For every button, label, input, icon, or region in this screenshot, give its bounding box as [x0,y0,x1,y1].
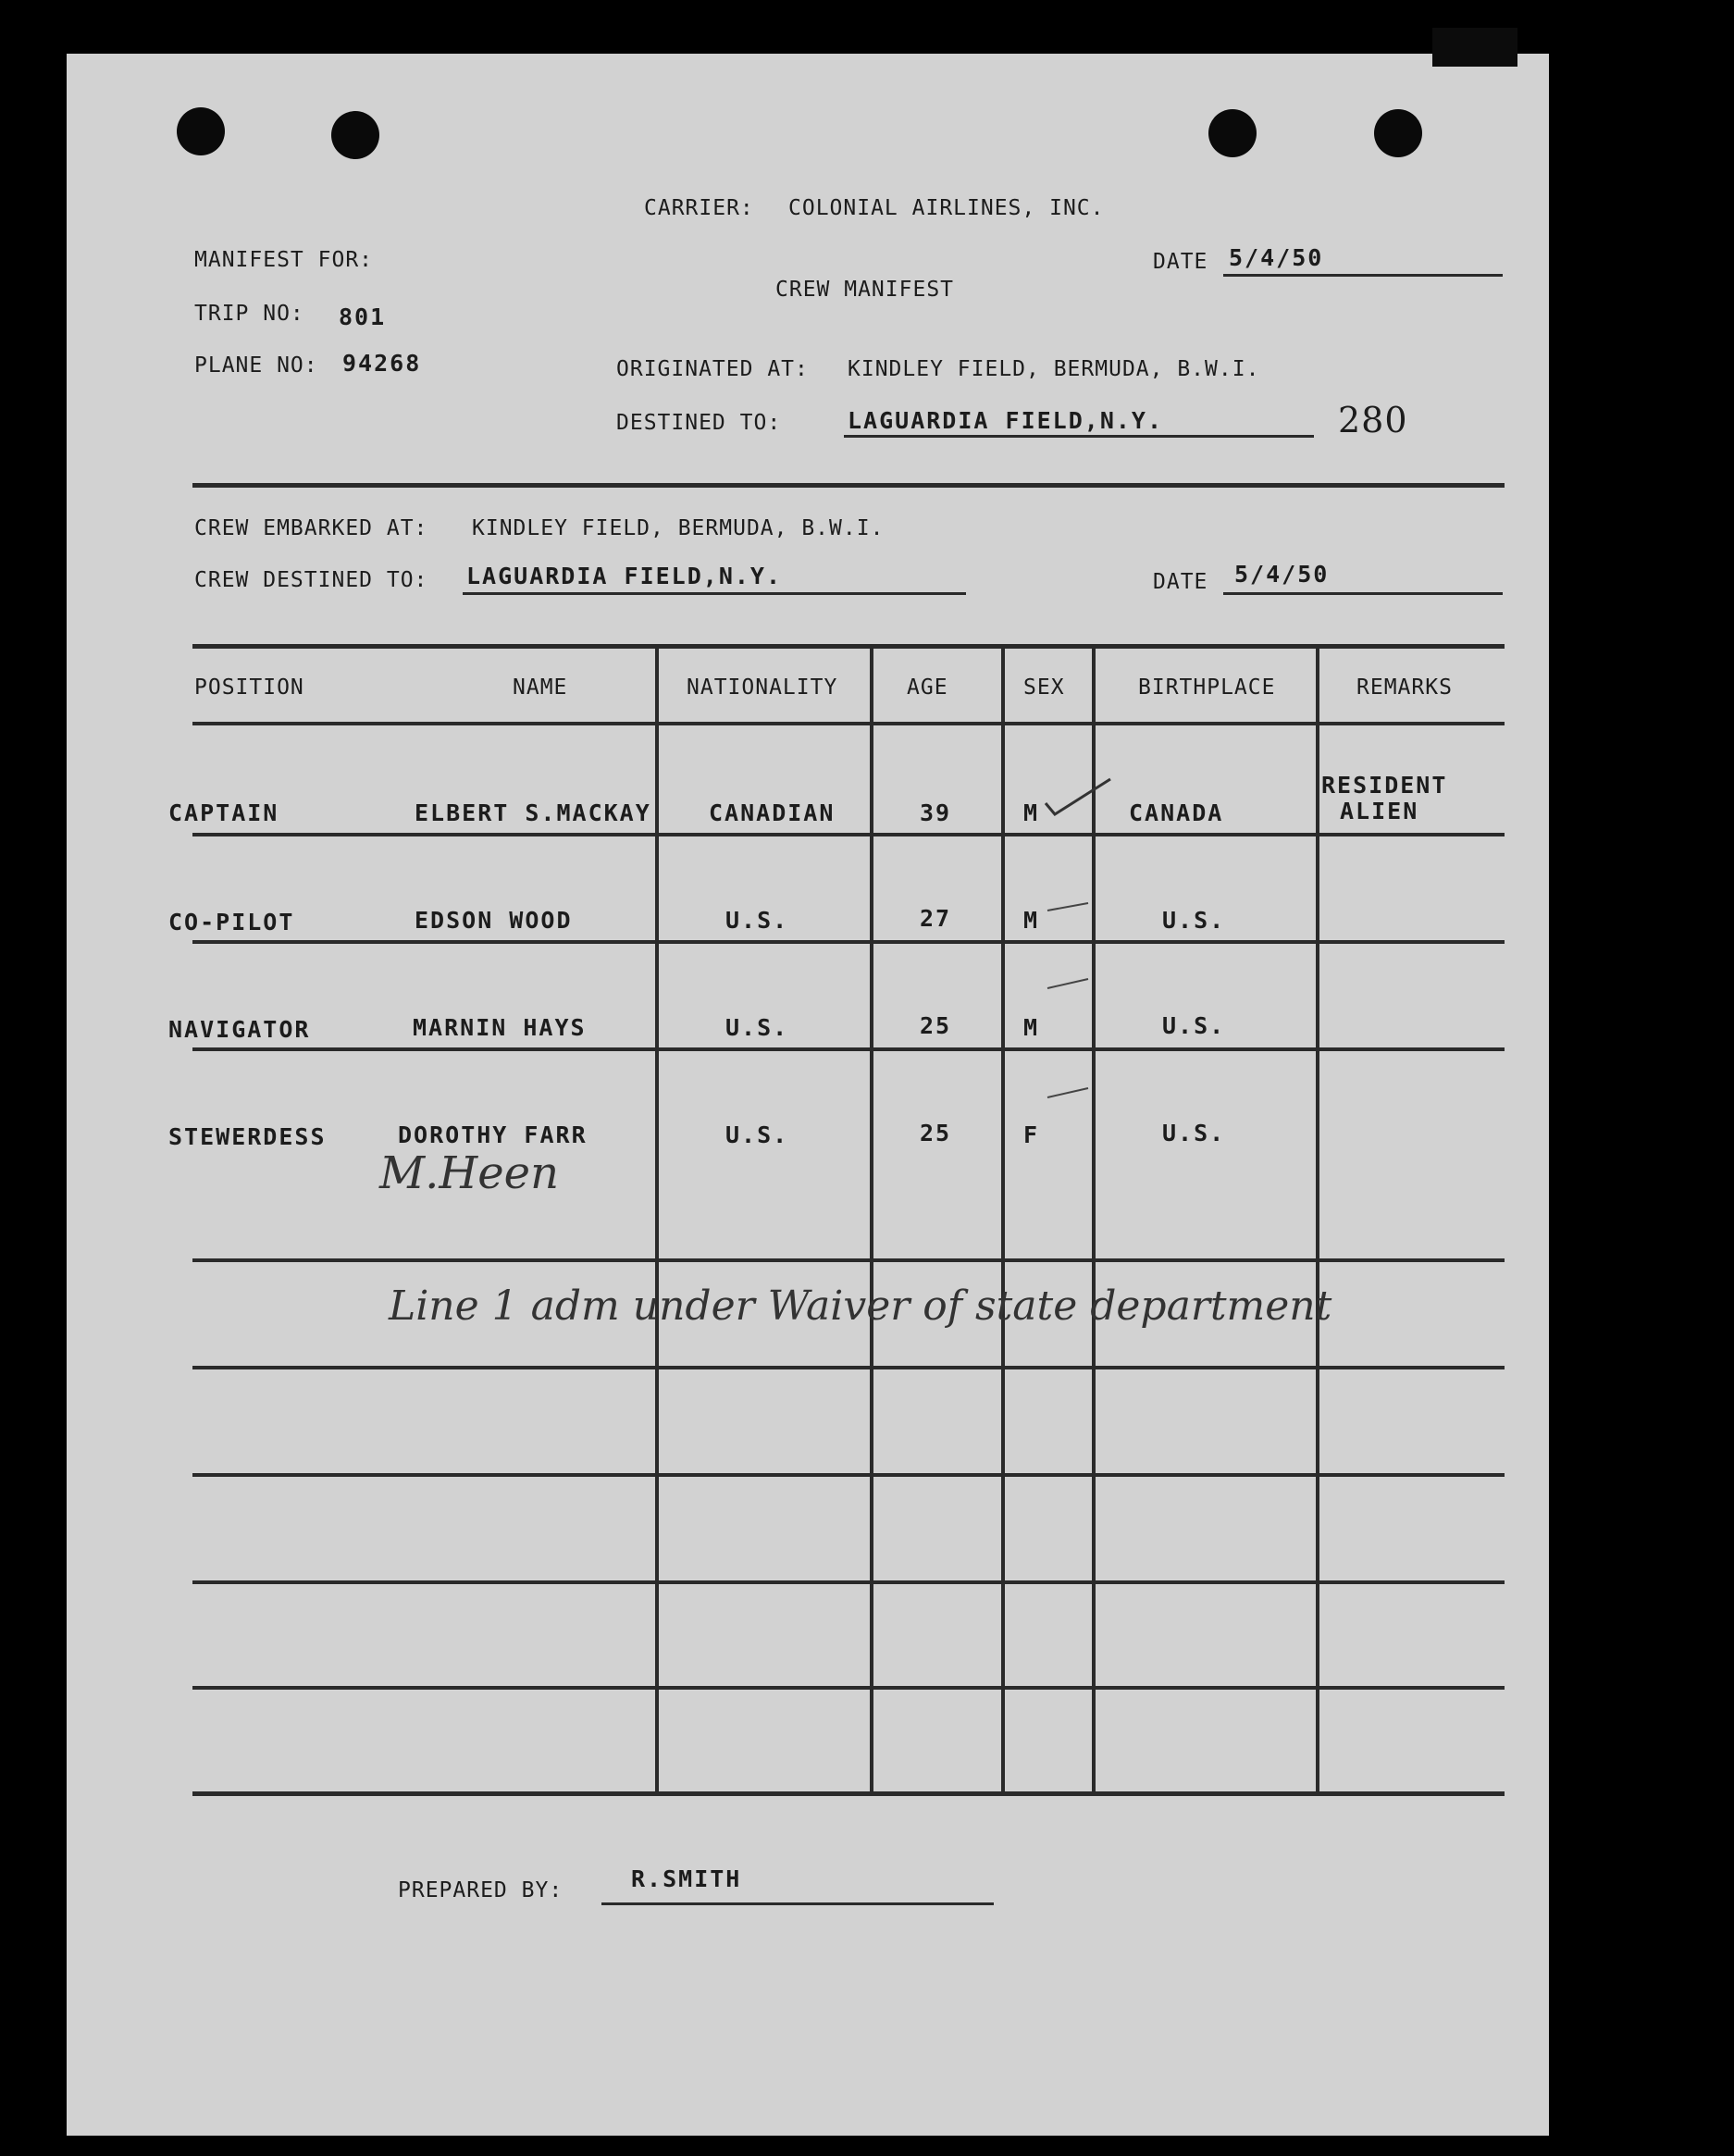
cell-sex: M [1023,907,1040,934]
crew-destined-value: LAGUARDIA FIELD,N.Y. [466,563,783,589]
table-bottom-rule [192,1791,1505,1796]
prepared-by-value: R.SMITH [631,1865,742,1892]
cell-birthplace: U.S. [1162,907,1226,934]
cell-position: STEWERDESS [168,1123,327,1150]
cell-nationality: U.S. [725,907,789,934]
date-underline [1223,274,1503,277]
handwritten-note: Line 1 adm under Waiver of state department [389,1282,1332,1330]
header-position: POSITION [194,675,304,700]
tick-mark-icon [1046,898,1092,916]
cell-position: NAVIGATOR [168,1016,311,1043]
header-name: NAME [513,675,568,700]
header-age: AGE [907,675,948,700]
cell-position: CAPTAIN [168,799,279,826]
row-rule [192,1258,1505,1262]
punch-hole [331,111,379,159]
punch-hole [1374,109,1422,157]
row-rule [192,1580,1505,1584]
cell-name: ELBERT S.MACKAY [415,799,651,826]
destined-label: DESTINED TO: [616,411,782,435]
cell-age: 25 [920,1012,952,1039]
plane-number: 94268 [342,350,422,377]
crew-destined-label: CREW DESTINED TO: [194,568,428,592]
crew-date: 5/4/50 [1234,561,1330,588]
trip-label: TRIP NO: [194,302,304,326]
row-rule [192,1366,1505,1369]
cell-sex: M [1023,799,1040,826]
column-divider [655,648,659,1793]
originated-value: KINDLEY FIELD, BERMUDA, B.W.I. [848,357,1260,381]
cell-nationality: CANADIAN [709,799,836,826]
paper-tab [1432,28,1517,67]
column-divider [870,648,873,1793]
table-top-rule [192,644,1505,649]
crew-date-underline [1223,592,1503,595]
section-divider [192,483,1505,488]
cell-position: CO-PILOT [168,909,295,936]
cell-name: EDSON WOOD [415,907,573,934]
punch-hole [1208,109,1257,157]
originated-label: ORIGINATED AT: [616,357,809,381]
destined-underline [844,435,1314,438]
cell-sex: M [1023,1014,1040,1041]
cell-sex: F [1023,1121,1040,1148]
header-nationality: NATIONALITY [687,675,838,700]
row-rule [192,1686,1505,1690]
crew-embarked-label: CREW EMBARKED AT: [194,516,428,540]
tick-mark-icon [1046,1084,1092,1103]
column-divider [1001,648,1005,1793]
checkmark-icon [1042,774,1116,820]
punch-hole [177,107,225,155]
header-remarks: REMARKS [1356,675,1453,700]
destined-value: LAGUARDIA FIELD,N.Y. [848,407,1164,434]
cell-remarks: RESIDENT [1321,772,1448,799]
row-rule [192,940,1505,944]
manifest-for-label: MANIFEST FOR: [194,248,374,272]
crew-manifest-title: CREW MANIFEST [775,278,955,302]
carrier-name: COLONIAL AIRLINES, INC. [788,196,1105,220]
trip-number: 801 [339,304,387,330]
plane-label: PLANE NO: [194,353,318,378]
cell-nationality: U.S. [725,1121,789,1148]
header-sex: SEX [1023,675,1065,700]
stamp-number: 280 [1338,400,1408,440]
prepared-by-underline [601,1902,994,1905]
column-divider [1316,648,1319,1793]
date-label: DATE [1153,250,1208,274]
carrier-label: CARRIER: [644,196,754,220]
crew-embarked-value: KINDLEY FIELD, BERMUDA, B.W.I. [472,516,885,540]
cell-birthplace: U.S. [1162,1120,1226,1146]
cell-birthplace: U.S. [1162,1012,1226,1039]
row-rule [192,1047,1505,1051]
header-birthplace: BIRTHPLACE [1138,675,1276,700]
crew-date-label: DATE [1153,570,1208,594]
handwritten-initials-signature [379,1147,559,1199]
prepared-by-label: PREPARED BY: [398,1878,564,1902]
row-rule [192,833,1505,836]
tick-mark-icon [1046,975,1092,994]
cell-nationality: U.S. [725,1014,789,1041]
cell-birthplace: CANADA [1129,799,1224,826]
manifest-date: 5/4/50 [1229,244,1324,271]
handwritten-initials: M.Heen [379,1147,559,1199]
cell-age: 25 [920,1120,952,1146]
cell-age: 39 [920,799,952,826]
row-rule [192,1473,1505,1477]
cell-name: DOROTHY FARR [398,1121,588,1148]
cell-remarks: ALIEN [1340,798,1419,824]
header-rule [192,722,1505,725]
crew-destined-underline [463,592,966,595]
cell-name: MARNIN HAYS [413,1014,587,1041]
cell-age: 27 [920,905,952,932]
